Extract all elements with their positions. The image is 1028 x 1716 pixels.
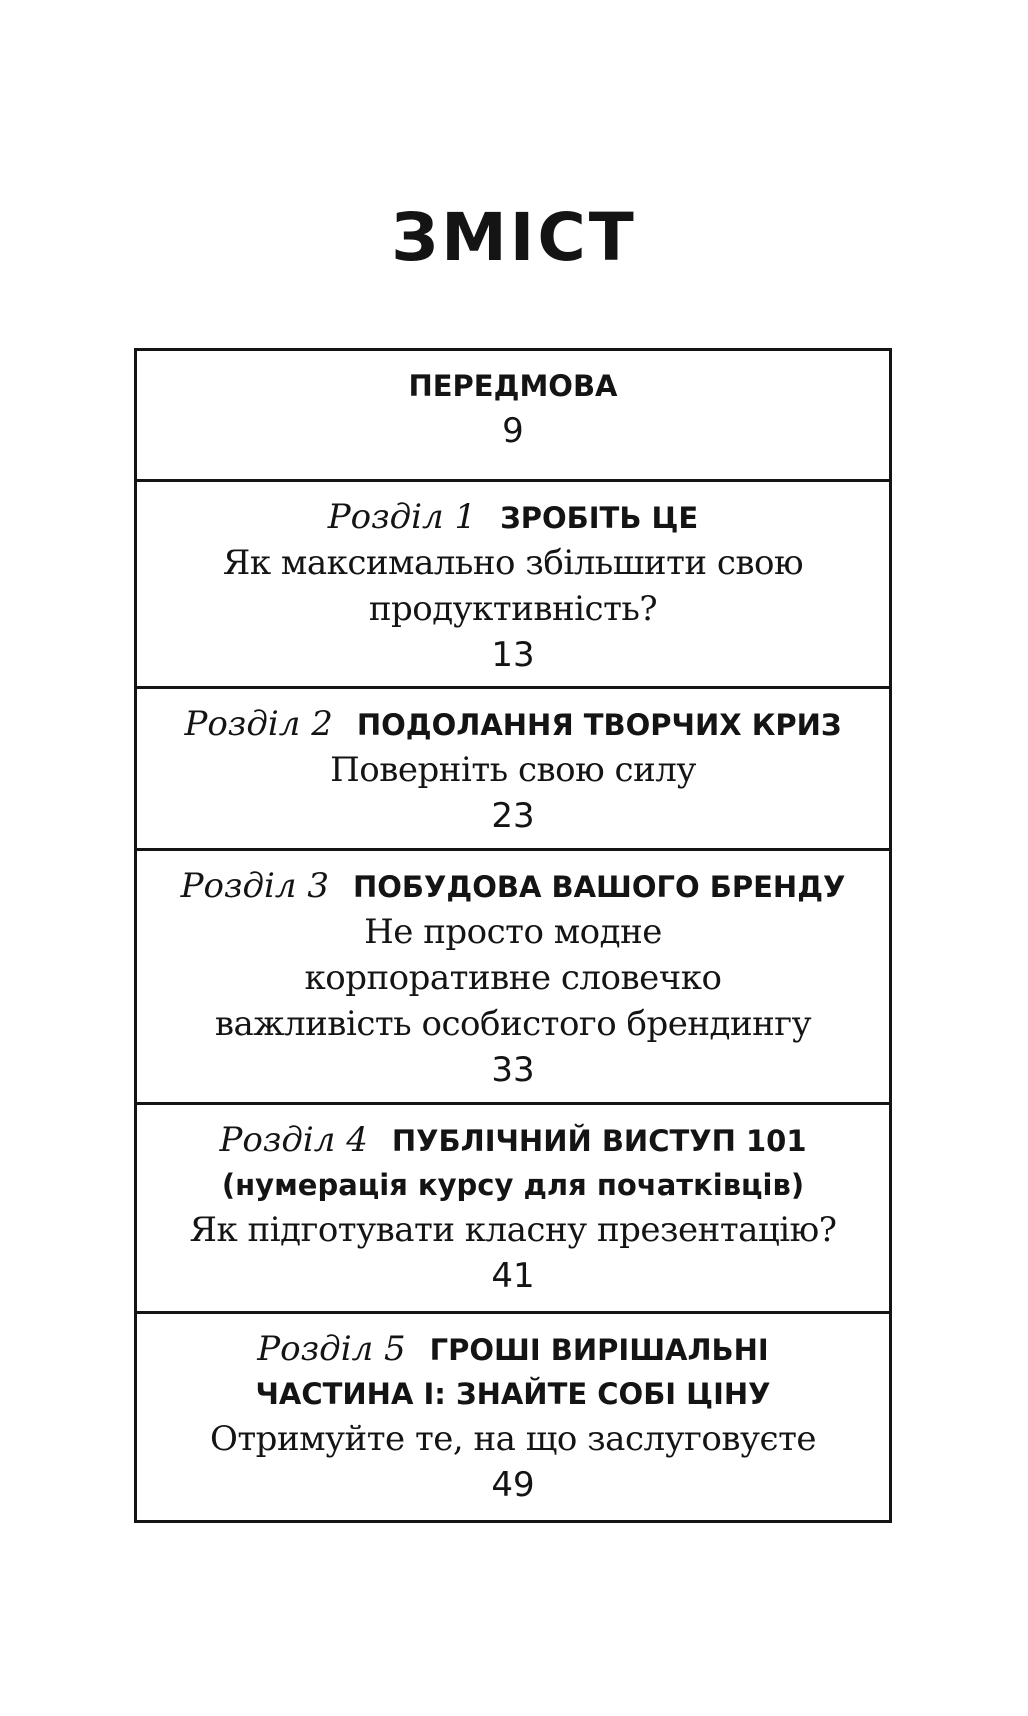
entry-heading	[145, 1118, 881, 1163]
entry-heading-continued: (нумерація курсу для початківців)	[221, 1168, 805, 1202]
entry-page-number: 13	[491, 635, 535, 675]
toc-entry-foreword[interactable]	[137, 351, 889, 479]
entry-subtitle: Не просто модне	[364, 912, 662, 952]
entry-heading-text: ПЕРЕДМОВА	[408, 369, 618, 403]
chapter-label: Розділ 5	[257, 1329, 406, 1369]
entry-heading	[145, 864, 881, 909]
entry-page-number: 33	[491, 1050, 535, 1090]
entry-subtitle: важливість особистого брендингу	[214, 1004, 812, 1044]
entry-subtitle: Поверніть свою силу	[330, 750, 696, 790]
chapter-label: Розділ 1	[327, 497, 477, 537]
entry-heading	[145, 495, 881, 540]
entry-subtitle: Отримуйте те, на що заслуговуєте	[210, 1419, 816, 1459]
table-of-contents	[134, 348, 892, 1523]
entry-heading-text: ЗРОБІТЬ ЦЕ	[500, 501, 699, 535]
entry-heading	[145, 364, 881, 408]
entry-heading	[145, 702, 881, 747]
entry-page-number: 23	[491, 796, 535, 836]
entry-page-number: 41	[491, 1256, 535, 1296]
page-title: ЗМІСТ	[391, 199, 637, 276]
entry-heading-continued: ЧАСТИНА І: ЗНАЙТЕ СОБІ ЦІНУ	[255, 1377, 771, 1411]
chapter-label: Розділ 3	[180, 866, 329, 906]
chapter-label: Розділ 4	[219, 1120, 368, 1160]
toc-entry-chapter-4[interactable]	[137, 1102, 889, 1311]
chapter-label: Розділ 2	[184, 704, 333, 744]
entry-subtitle: корпоративне словечко	[304, 958, 722, 998]
entry-heading-text: ГРОШІ ВИРІШАЛЬНІ	[429, 1333, 769, 1367]
entry-page-number: 9	[502, 411, 524, 451]
entry-heading-text: ПОДОЛАННЯ ТВОРЧИХ КРИЗ	[356, 708, 842, 742]
entry-heading	[145, 1327, 881, 1372]
entry-page-number: 49	[491, 1465, 535, 1505]
toc-entry-chapter-1[interactable]	[137, 479, 889, 686]
entry-subtitle: Як підготувати класну презентацію?	[189, 1210, 837, 1250]
toc-entry-chapter-5[interactable]	[137, 1311, 889, 1520]
toc-entry-chapter-2[interactable]	[137, 686, 889, 848]
toc-entry-chapter-3[interactable]	[137, 848, 889, 1102]
entry-heading-text: ПОБУДОВА ВАШОГО БРЕНДУ	[353, 870, 846, 904]
entry-heading-text: ПУБЛІЧНИЙ ВИСТУП 101	[391, 1124, 807, 1158]
entry-subtitle: продуктивність?	[368, 589, 658, 629]
entry-subtitle: Як максимально збільшити свою	[222, 543, 804, 583]
